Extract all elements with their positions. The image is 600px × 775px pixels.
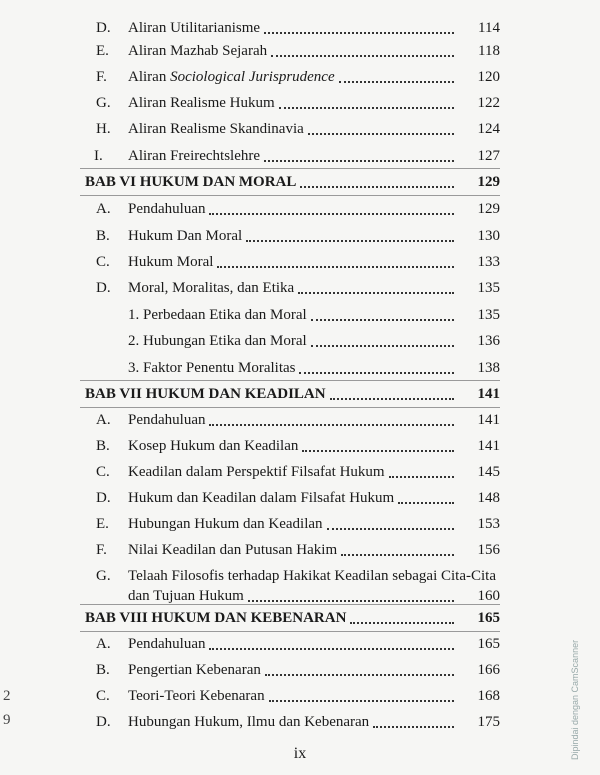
dot-leader: [327, 528, 454, 530]
toc-page-number: 141: [477, 412, 500, 428]
dot-leader: [389, 476, 454, 478]
toc-page-number: 129: [477, 201, 500, 217]
dot-leader: [209, 213, 454, 215]
chapter-divider: [80, 604, 500, 605]
toc-page-number: 135: [477, 280, 500, 296]
dot-leader: [209, 648, 454, 650]
toc-row: [0, 277, 600, 299]
toc-row: [0, 539, 600, 561]
toc-row: [0, 633, 600, 655]
toc-row: [0, 711, 600, 733]
toc-row: [0, 461, 600, 483]
dot-leader: [341, 554, 454, 556]
toc-page-number: 133: [477, 254, 500, 270]
chapter-divider: [80, 195, 500, 196]
toc-row: [0, 409, 600, 431]
dot-leader: [217, 266, 454, 268]
toc-letter: G.: [96, 568, 111, 584]
toc-letter: C.: [96, 464, 110, 480]
toc-letter: C.: [96, 688, 110, 704]
toc-row: [0, 357, 600, 379]
toc-page-number: 165: [477, 610, 500, 626]
toc-title: Pengertian Kebenaran: [128, 662, 261, 678]
chapter-divider: [80, 407, 500, 408]
toc-chapter-row: [0, 383, 600, 405]
toc-letter: C.: [96, 254, 110, 270]
toc-page-number: 160: [477, 588, 500, 604]
toc-letter: E.: [96, 43, 109, 59]
dot-leader: [271, 55, 454, 57]
toc-row: [0, 225, 600, 247]
toc-letter: H.: [96, 121, 111, 137]
dot-leader: [311, 319, 454, 321]
toc-title: Aliran Realisme Hukum: [128, 95, 275, 111]
toc-page-number: 148: [477, 490, 500, 506]
toc-row: [0, 66, 600, 88]
toc-title: BAB VI HUKUM DAN MORAL: [85, 174, 297, 190]
toc-row: [0, 685, 600, 707]
toc-title: Hukum Dan Moral: [128, 228, 243, 244]
dot-leader: [373, 726, 454, 728]
toc-page-number: 153: [477, 516, 500, 532]
toc-title: 3. Faktor Penentu Moralitas: [128, 360, 296, 376]
toc-letter: B.: [96, 228, 110, 244]
chapter-divider: [80, 631, 500, 632]
toc-title: Aliran Sociological Jurisprudence: [128, 69, 335, 85]
page-number: ix: [293, 745, 307, 762]
toc-page-number: 136: [477, 333, 500, 349]
toc-title: Aliran Utilitarianisme: [128, 20, 261, 36]
toc-title: Pendahuluan: [128, 412, 206, 428]
toc-letter: G.: [96, 95, 111, 111]
toc-row: [0, 330, 600, 352]
toc-letter: D.: [96, 20, 111, 36]
dot-leader: [298, 292, 454, 294]
dot-leader: [246, 240, 454, 242]
toc-title: Kosep Hukum dan Keadilan: [128, 438, 299, 454]
chapter-divider: [80, 380, 500, 381]
toc-page-number: 166: [477, 662, 500, 678]
toc-page-number: 175: [477, 714, 500, 730]
toc-title: Teori-Teori Kebenaran: [128, 688, 265, 704]
dot-leader: [398, 502, 454, 504]
toc-title: BAB VII HUKUM DAN KEADILAN: [85, 386, 326, 402]
chapter-divider: [80, 168, 500, 169]
toc-page-number: 141: [477, 386, 500, 402]
dot-leader: [302, 450, 454, 452]
toc-page-number: 127: [477, 148, 500, 164]
toc-title: Hubungan Hukum dan Keadilan: [128, 516, 323, 532]
dot-leader: [339, 81, 454, 83]
dot-leader: [269, 700, 454, 702]
toc-row: [0, 40, 600, 62]
toc-letter: A.: [96, 636, 111, 652]
toc-row: [0, 17, 600, 39]
toc-letter: E.: [96, 516, 109, 532]
toc-title: Hukum Moral: [128, 254, 214, 270]
dot-leader: [311, 345, 454, 347]
toc-letter: A.: [96, 201, 111, 217]
toc-row: [0, 118, 600, 140]
dot-leader: [308, 133, 454, 135]
toc-chapter-row: [0, 607, 600, 629]
toc-title: Pendahuluan: [128, 636, 206, 652]
toc-row: [0, 659, 600, 681]
toc-letter: B.: [96, 662, 110, 678]
margin-mark: 9: [3, 712, 11, 728]
toc-letter: I.: [94, 148, 103, 164]
dot-leader: [279, 107, 454, 109]
toc-row: [0, 198, 600, 220]
toc-page-number: 129: [477, 174, 500, 190]
dot-leader: [264, 160, 454, 162]
toc-letter: F.: [96, 542, 107, 558]
toc-title: Aliran Mazhab Sejarah: [128, 43, 268, 59]
toc-page-number: 156: [477, 542, 500, 558]
toc-title: 2. Hubungan Etika dan Moral: [128, 333, 307, 349]
dot-leader: [350, 622, 454, 624]
dot-leader: [330, 398, 454, 400]
margin-mark: 2: [3, 688, 11, 704]
toc-chapter-row: [0, 171, 600, 193]
toc-page-number: 165: [477, 636, 500, 652]
dot-leader: [299, 372, 454, 374]
dot-leader: [264, 32, 454, 34]
toc-page-number: 114: [478, 20, 500, 36]
toc-page-number: 135: [477, 307, 500, 323]
toc-letter: D.: [96, 490, 111, 506]
toc-letter: B.: [96, 438, 110, 454]
scanner-watermark: Dipindai dengan CamScanner: [570, 639, 580, 760]
toc-title: 1. Perbedaan Etika dan Moral: [128, 307, 307, 323]
toc-page-number: 145: [477, 464, 500, 480]
toc-title: Moral, Moralitas, dan Etika: [128, 280, 295, 296]
toc-page-number: 138: [477, 360, 500, 376]
toc-row: [0, 145, 600, 167]
toc-title: BAB VIII HUKUM DAN KEBENARAN: [85, 610, 347, 626]
toc-title: Nilai Keadilan dan Putusan Hakim: [128, 542, 338, 558]
toc-row: [0, 251, 600, 273]
toc-title: Telaah Filosofis terhadap Hakikat Keadilan sebagai Cita-Cita: [128, 568, 496, 584]
toc-letter: A.: [96, 412, 111, 428]
toc-row: [0, 92, 600, 114]
dot-leader: [248, 600, 454, 602]
toc-page-number: 141: [477, 438, 500, 454]
toc-page-number: 120: [477, 69, 500, 85]
toc-title: Aliran Freirechtslehre: [128, 148, 261, 164]
dot-leader: [209, 424, 454, 426]
toc-row: [0, 435, 600, 457]
toc-letter: D.: [96, 714, 111, 730]
toc-title-continued: dan Tujuan Hukum: [128, 588, 244, 604]
dot-leader: [265, 674, 454, 676]
toc-page-number: 122: [477, 95, 500, 111]
toc-title: Keadilan dalam Perspektif Filsafat Hukum: [128, 464, 385, 480]
toc-row: [0, 487, 600, 509]
toc-letter: F.: [96, 69, 107, 85]
toc-page-number: 168: [477, 688, 500, 704]
toc-title: Pendahuluan: [128, 201, 206, 217]
toc-title: Aliran Realisme Skandinavia: [128, 121, 304, 137]
toc-page-number: 118: [478, 43, 500, 59]
toc-page-number: 124: [477, 121, 500, 137]
toc-page-number: 130: [477, 228, 500, 244]
toc-row: [0, 513, 600, 535]
dot-leader: [300, 186, 454, 188]
toc-row: [0, 565, 600, 604]
toc-title: Hukum dan Keadilan dalam Filsafat Hukum: [128, 490, 395, 506]
toc-letter: D.: [96, 280, 111, 296]
toc-row: [0, 304, 600, 326]
toc-title: Hubungan Hukum, Ilmu dan Kebenaran: [128, 714, 370, 730]
